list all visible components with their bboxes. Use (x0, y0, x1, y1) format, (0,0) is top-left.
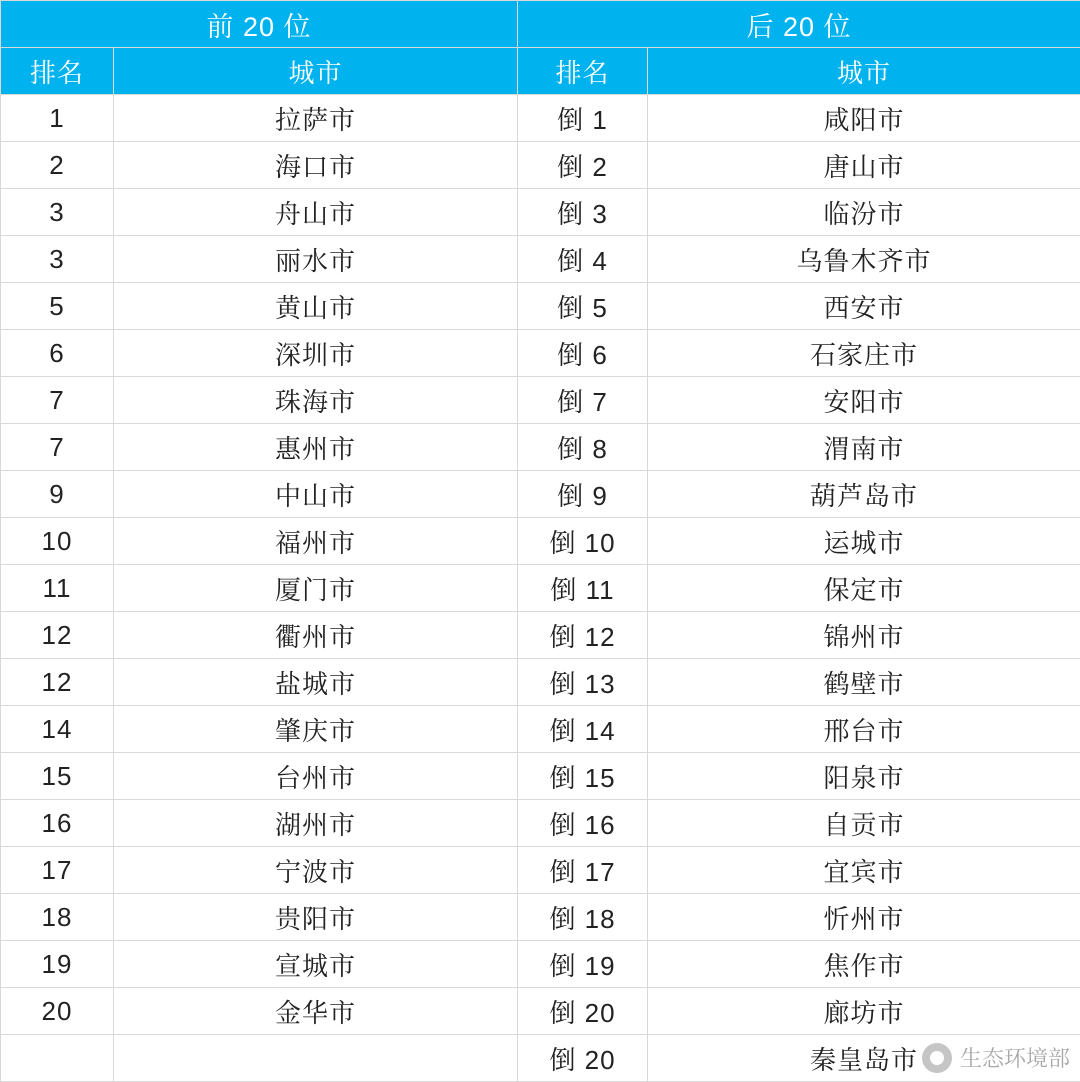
table-column-header-row (1, 48, 1080, 95)
cell-rank-left: 17 (1, 847, 114, 894)
table-row (1, 800, 1080, 847)
cell-rank-left: 3 (1, 189, 114, 236)
cell-city-right: 渭南市 (648, 424, 1080, 471)
cell-rank-right: 倒 8 (518, 424, 648, 471)
cell-rank-left: 12 (1, 612, 114, 659)
cell-city-right: 自贡市 (648, 800, 1080, 847)
table-row (1, 283, 1080, 330)
table-row (1, 236, 1080, 283)
cell-rank-left: 5 (1, 283, 114, 330)
cell-rank-left: 18 (1, 894, 114, 941)
cell-city-left: 湖州市 (114, 800, 518, 847)
cell-rank-left: 20 (1, 988, 114, 1035)
watermark-label: 生态环境部 (960, 1042, 1070, 1073)
cell-city-left: 衢州市 (114, 612, 518, 659)
cell-rank-left: 14 (1, 706, 114, 753)
cell-city-left: 拉萨市 (114, 95, 518, 142)
cell-rank-right: 倒 9 (518, 471, 648, 518)
table-row (1, 189, 1080, 236)
cell-city-left: 海口市 (114, 142, 518, 189)
table-row (1, 565, 1080, 612)
cell-rank-right: 倒 18 (518, 894, 648, 941)
cell-city-left: 厦门市 (114, 565, 518, 612)
cell-city-left: 金华市 (114, 988, 518, 1035)
cell-city-right: 乌鲁木齐市 (648, 236, 1080, 283)
cell-rank-right: 倒 16 (518, 800, 648, 847)
cell-rank-right: 倒 19 (518, 941, 648, 988)
cell-rank-left: 10 (1, 518, 114, 565)
cell-rank-right: 倒 1 (518, 95, 648, 142)
cell-rank-right: 倒 6 (518, 330, 648, 377)
column-header-city-right: 城市 (648, 48, 1080, 95)
table-row (1, 330, 1080, 377)
cell-city-left: 肇庆市 (114, 706, 518, 753)
cell-city-right: 阳泉市 (648, 753, 1080, 800)
cell-city-right: 秦皇岛市 (648, 1035, 1080, 1082)
table-row (1, 941, 1080, 988)
column-header-city-left: 城市 (114, 48, 518, 95)
table-group-header-row (1, 1, 1080, 48)
cell-city-right: 石家庄市 (648, 330, 1080, 377)
cell-rank-right: 倒 2 (518, 142, 648, 189)
table-row (1, 753, 1080, 800)
cell-city-right: 保定市 (648, 565, 1080, 612)
cell-city-left: 宣城市 (114, 941, 518, 988)
cell-city-right: 鹤壁市 (648, 659, 1080, 706)
cell-rank-right: 倒 3 (518, 189, 648, 236)
cell-rank-left: 7 (1, 424, 114, 471)
cell-rank-left: 6 (1, 330, 114, 377)
cell-rank-left: 9 (1, 471, 114, 518)
cell-rank-left: 3 (1, 236, 114, 283)
group-header-top20: 前 20 位 (1, 1, 518, 48)
cell-city-right: 唐山市 (648, 142, 1080, 189)
cell-city-left: 舟山市 (114, 189, 518, 236)
cell-city-left: 丽水市 (114, 236, 518, 283)
cell-city-left: 惠州市 (114, 424, 518, 471)
table-row (1, 612, 1080, 659)
cell-city-left: 台州市 (114, 753, 518, 800)
cell-city-right: 焦作市 (648, 941, 1080, 988)
cell-city-right: 锦州市 (648, 612, 1080, 659)
cell-rank-left: 7 (1, 377, 114, 424)
cell-rank-left: 1 (1, 95, 114, 142)
table-row (1, 894, 1080, 941)
cell-rank-left: 12 (1, 659, 114, 706)
column-header-rank-right: 排名 (518, 48, 648, 95)
cell-rank-right: 倒 17 (518, 847, 648, 894)
cell-rank-right: 倒 20 (518, 988, 648, 1035)
table-row (1, 95, 1080, 142)
table-row (1, 424, 1080, 471)
group-header-bottom20: 后 20 位 (518, 1, 1080, 48)
cell-city-left: 宁波市 (114, 847, 518, 894)
cell-city-right: 临汾市 (648, 189, 1080, 236)
table-row (1, 471, 1080, 518)
cell-city-right: 忻州市 (648, 894, 1080, 941)
cell-city-left: 珠海市 (114, 377, 518, 424)
cell-rank-left: 16 (1, 800, 114, 847)
column-header-rank-left: 排名 (1, 48, 114, 95)
table-row (1, 847, 1080, 894)
cell-rank-left: 11 (1, 565, 114, 612)
cell-rank-right: 倒 15 (518, 753, 648, 800)
table-row (1, 377, 1080, 424)
cell-city-right: 运城市 (648, 518, 1080, 565)
cell-city-left: 福州市 (114, 518, 518, 565)
table-row (1, 1035, 1080, 1082)
cell-city-right: 葫芦岛市 (648, 471, 1080, 518)
cell-city-left: 盐城市 (114, 659, 518, 706)
table-row (1, 518, 1080, 565)
cell-rank-right: 倒 10 (518, 518, 648, 565)
cell-rank-right: 倒 12 (518, 612, 648, 659)
cell-rank-right: 倒 14 (518, 706, 648, 753)
cell-rank-right: 倒 11 (518, 565, 648, 612)
cell-rank-left: 19 (1, 941, 114, 988)
cell-city-right: 咸阳市 (648, 95, 1080, 142)
cell-rank-left: 15 (1, 753, 114, 800)
table-row (1, 988, 1080, 1035)
table-row (1, 659, 1080, 706)
cell-city-right: 西安市 (648, 283, 1080, 330)
cell-city-left: 贵阳市 (114, 894, 518, 941)
cell-rank-right: 倒 4 (518, 236, 648, 283)
cell-rank-left: 2 (1, 142, 114, 189)
cell-rank-right: 倒 13 (518, 659, 648, 706)
cell-city-right: 安阳市 (648, 377, 1080, 424)
cell-city-left: 黄山市 (114, 283, 518, 330)
cell-city-left: 深圳市 (114, 330, 518, 377)
cell-city-right: 宜宾市 (648, 847, 1080, 894)
cell-rank-right: 倒 5 (518, 283, 648, 330)
cell-city-right: 廊坊市 (648, 988, 1080, 1035)
cell-city-left (114, 1035, 518, 1082)
cell-rank-right: 倒 20 (518, 1035, 648, 1082)
cell-rank-right: 倒 7 (518, 377, 648, 424)
table-row (1, 706, 1080, 753)
cell-city-right: 邢台市 (648, 706, 1080, 753)
table-row (1, 142, 1080, 189)
cell-rank-left (1, 1035, 114, 1082)
cell-city-left: 中山市 (114, 471, 518, 518)
